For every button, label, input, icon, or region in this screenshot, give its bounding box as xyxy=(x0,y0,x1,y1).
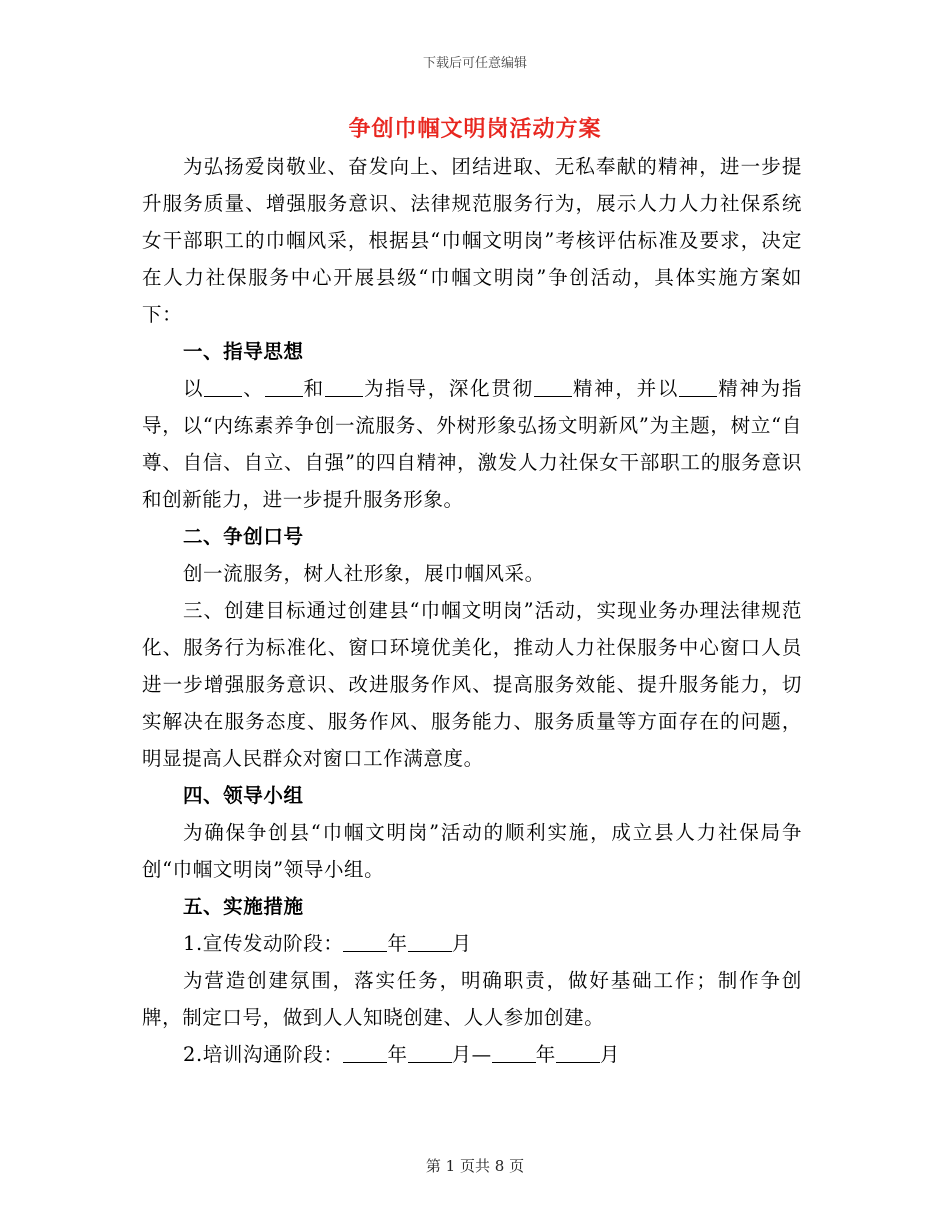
section-heading-slogan: 二、争创口号 xyxy=(182,525,304,548)
fill-blank xyxy=(408,933,452,952)
year-label: 年 xyxy=(387,1043,408,1066)
step-1-paragraph: 为营造创建氛围，落实任务，明确职责，做好基础工作；制作争创牌，制定口号，做到人人知晓创建、人人参加创建。 xyxy=(142,969,802,1029)
slogan-paragraph: 创一流服务，树人社形象，展巾帼风采。 xyxy=(182,562,545,585)
text-fragment: 精神，并以 xyxy=(571,377,680,400)
text-fragment: 、 xyxy=(242,377,265,400)
goal-paragraph: 三、创建目标通过创建县“巾帼文明岗”活动，实现业务办理法律规范化、服务行为标准化、窗口环境优美化，推动人力社保服务中心窗口人员进一步增强服务意识、改进服务作风、提高服务效能、提升服务能力，切实解决在服务态度、服务作风、服务能力、服务质量等方面存在的问题，明显提高人民群众对窗口工作满意度。 xyxy=(142,599,802,770)
fill-blank xyxy=(534,378,572,397)
document-title: 争创巾帼文明岗活动方案 xyxy=(348,116,602,142)
text-fragment: 和 xyxy=(302,377,325,400)
fill-blank xyxy=(343,1044,387,1063)
month-label: 月 xyxy=(599,1043,620,1066)
leadership-paragraph: 为确保争创县“巾帼文明岗”活动的顺利实施，成立县人力社保局争创“巾帼文明岗”领导小组。 xyxy=(142,821,802,881)
month-label: 月 xyxy=(451,932,472,955)
step-2-line xyxy=(142,1036,802,1073)
text-fragment: 精神为指导，以“内练素养争创一流服务、外树形象弘扬文明新风”为主题，树立“自尊、自信、自立、自强”的四自精神，激发人力社保女干部职工的服务意识和创新能力，进一步提升服务形象。 xyxy=(142,377,802,511)
fill-blank xyxy=(408,1044,452,1063)
fill-blank xyxy=(265,378,303,397)
header-note: 下载后可任意编辑 xyxy=(422,56,527,71)
step-1-line xyxy=(142,925,802,962)
fill-blank xyxy=(325,378,363,397)
fill-blank xyxy=(492,1044,536,1063)
fill-blank xyxy=(343,933,387,952)
fill-blank xyxy=(679,378,717,397)
step-label: 1.宣传发动阶段： xyxy=(182,932,344,955)
section-heading-leadership: 四、领导小组 xyxy=(182,784,304,807)
year-label: 年 xyxy=(387,932,408,955)
dash-separator: — xyxy=(471,1043,492,1066)
text-fragment: 以 xyxy=(182,377,205,400)
document-body xyxy=(142,148,802,1073)
section-heading-measures: 五、实施措施 xyxy=(182,895,304,918)
year-label: 年 xyxy=(535,1043,556,1066)
fill-blank xyxy=(556,1044,600,1063)
page-footer: 第 1 页共 8 页 xyxy=(425,1157,525,1175)
fill-blank xyxy=(204,378,242,397)
month-label: 月 xyxy=(451,1043,472,1066)
intro-paragraph: 为弘扬爱岗敬业、奋发向上、团结进取、无私奉献的精神，进一步提升服务质量、增强服务意识、法律规范服务行为，展示人力人力社保系统女干部职工的巾帼风采，根据县“巾帼文明岗”考核评估标准及要求，决定在人力社保服务中心开展县级“巾帼文明岗”争创活动，具体实施方案如下： xyxy=(142,155,802,326)
text-fragment: 为指导，深化贯彻 xyxy=(362,377,534,400)
step-label: 2.培训沟通阶段： xyxy=(182,1043,344,1066)
section-heading-guiding-thought: 一、指导思想 xyxy=(182,340,304,363)
guiding-thought-paragraph xyxy=(142,370,802,518)
